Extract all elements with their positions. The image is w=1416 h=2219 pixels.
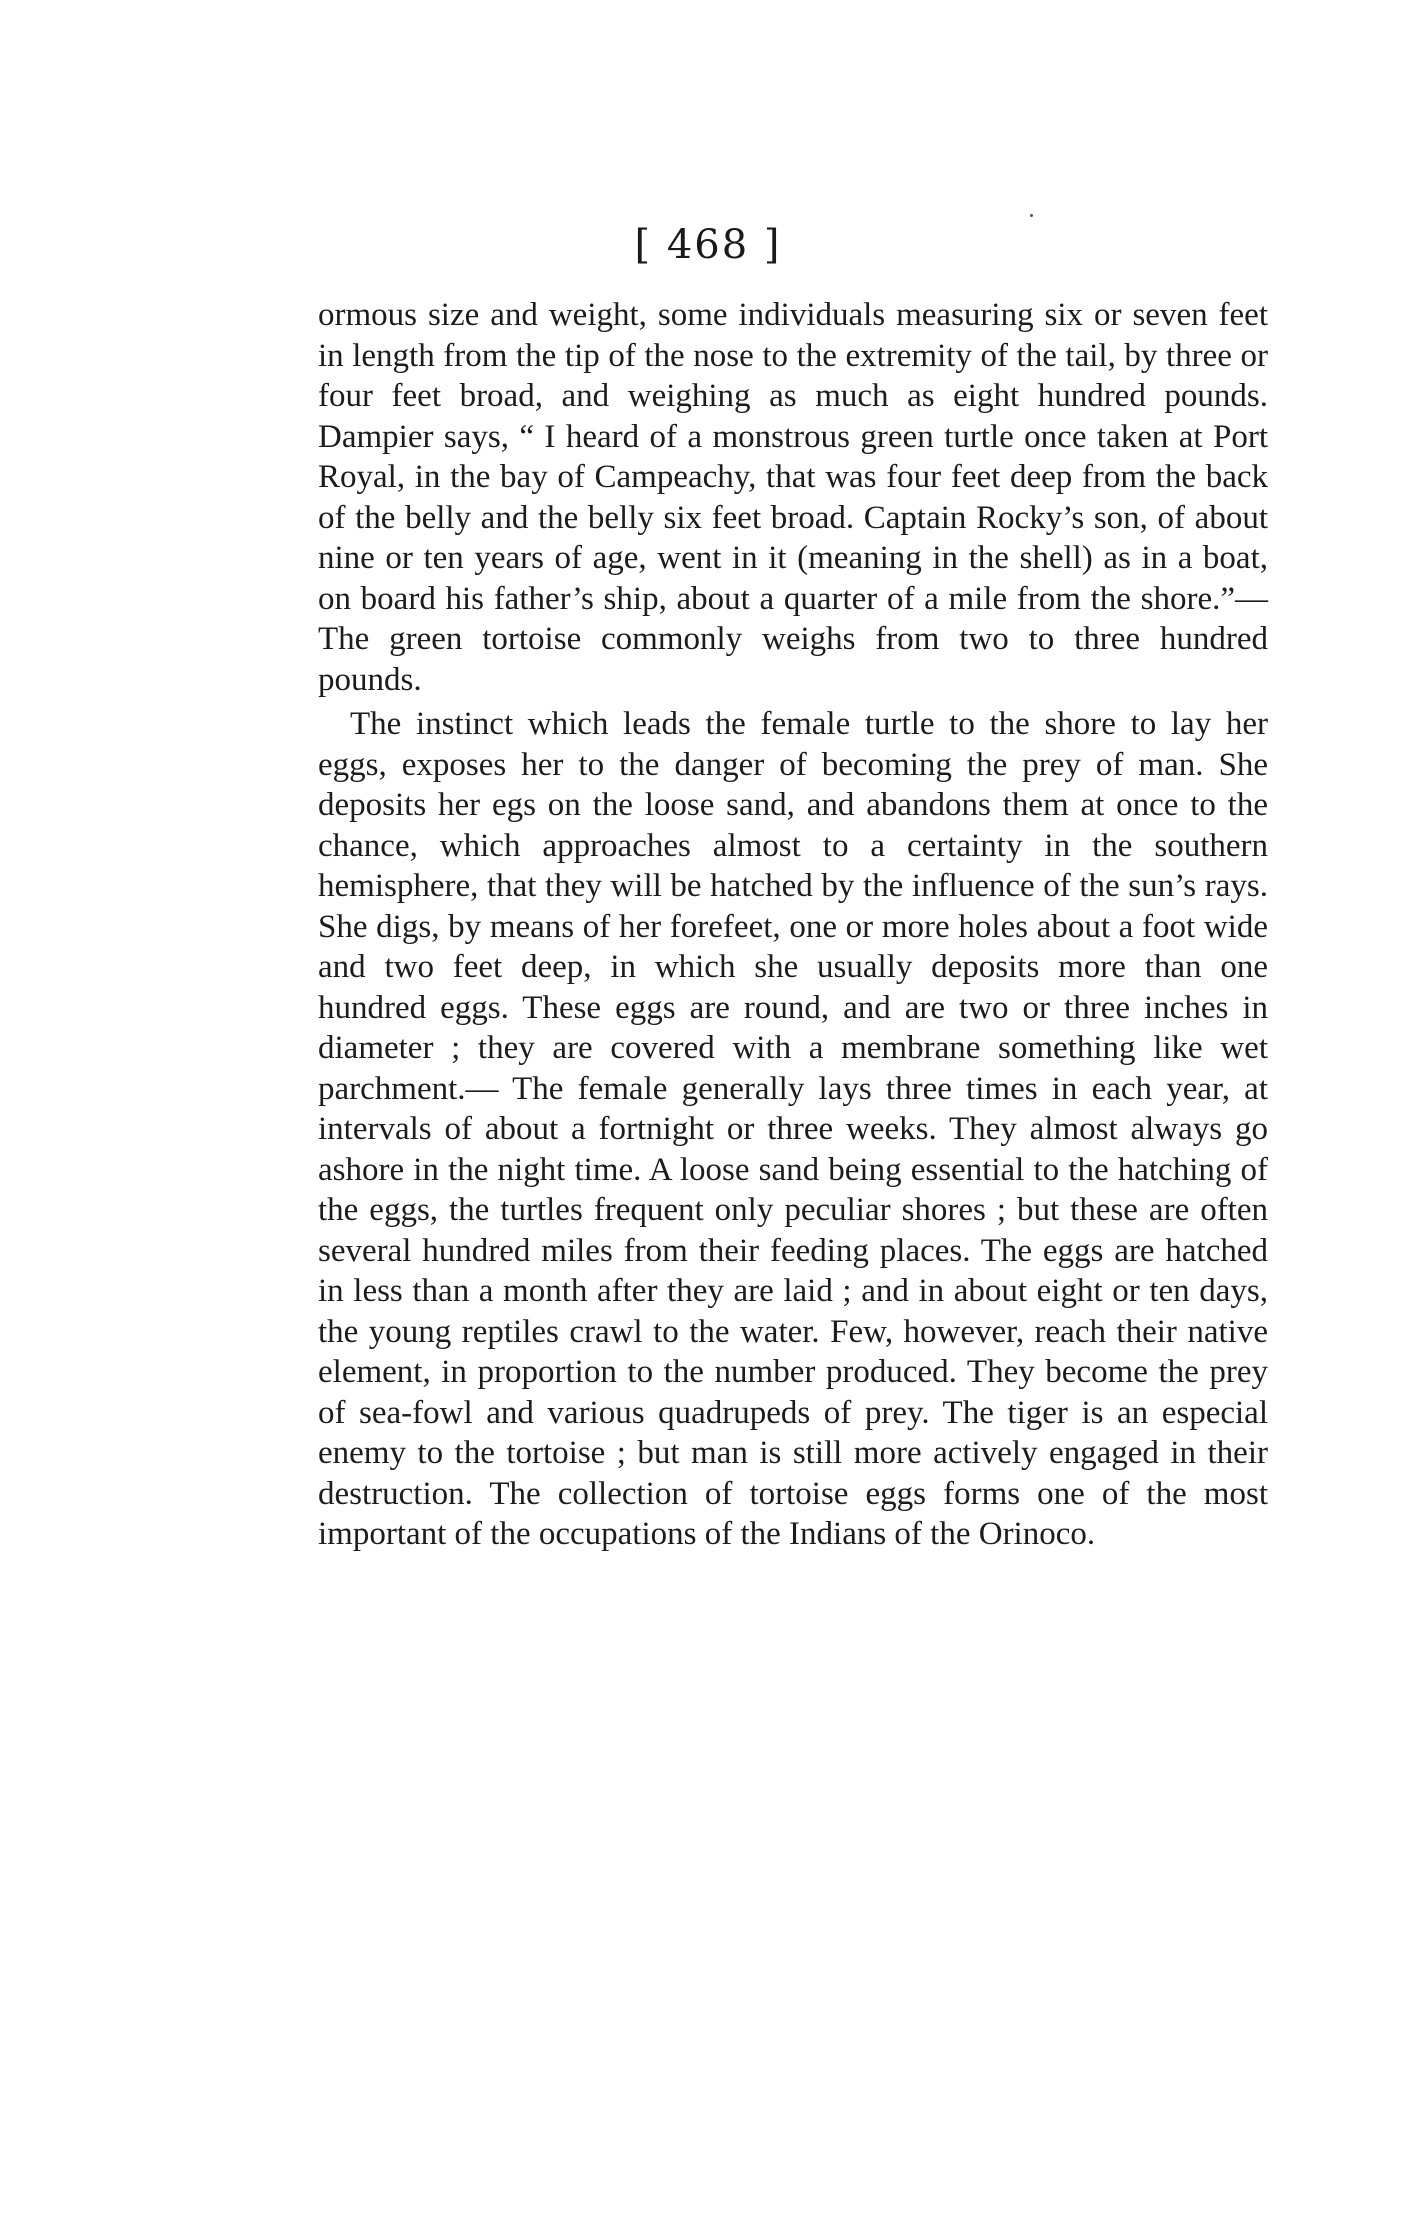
body-text [318, 295, 1268, 1555]
paragraph-turtle-size: ormous size and weight, some individuals measuring six or seven feet in length from the tip of the nose to the extremity of the tail, by three or four feet broad, and weighing as much as eight hundred pounds. Dampier says, “ I heard of a monstrous green turtle once taken at Port Royal, in the bay of Campeachy, that was four feet deep from the back of the belly and the belly six feet broad. Captain Rocky’s son, of about nine or ten years of age, went in it (meaning in the shell) as in a boat, on board his father’s ship, about a quarter of a mile from the shore.”— The green tortoise commonly weighs from two to three hundred pounds. [318, 297, 1268, 698]
print-speck [1030, 214, 1033, 217]
paragraph-turtle-eggs: The instinct which leads the female turtle to the shore to lay her eggs, exposes her to the danger of becoming the prey of man. She deposits her egs on the loose sand, and abandons them at once to the chance, which approaches almost to a certainty in the southern hemisphere, that they will be hatched by the influence of the sun’s rays. She digs, by means of her forefeet, one or more holes about a foot wide and two feet deep, in which she usually deposits more than one hundred eggs. These eggs are round, and are two or three inches in diameter ; they are covered with a membrane something like wet parchment.— The female generally lays three times in each year, at intervals of about a fortnight or three weeks. They almost always go ashore in the night time. A loose sand being essential to the hatching of the eggs, the turtles frequent only peculiar shores ; but these are often several hundred miles from their feeding places. The eggs are hatched in less than a month after they are laid ; and in about eight or ten days, the young reptiles crawl to the water. Few, however, reach their native element, in proportion to the number produced. They become the prey of sea-fowl and various quadrupeds of prey. The tiger is an especial enemy to the tortoise ; but man is still more actively engaged in their destruction. The collection of tortoise eggs forms one of the most important of the occupations of the Indians of the Orinoco. [318, 706, 1268, 1552]
page-number: [ 468 ] [634, 222, 782, 268]
